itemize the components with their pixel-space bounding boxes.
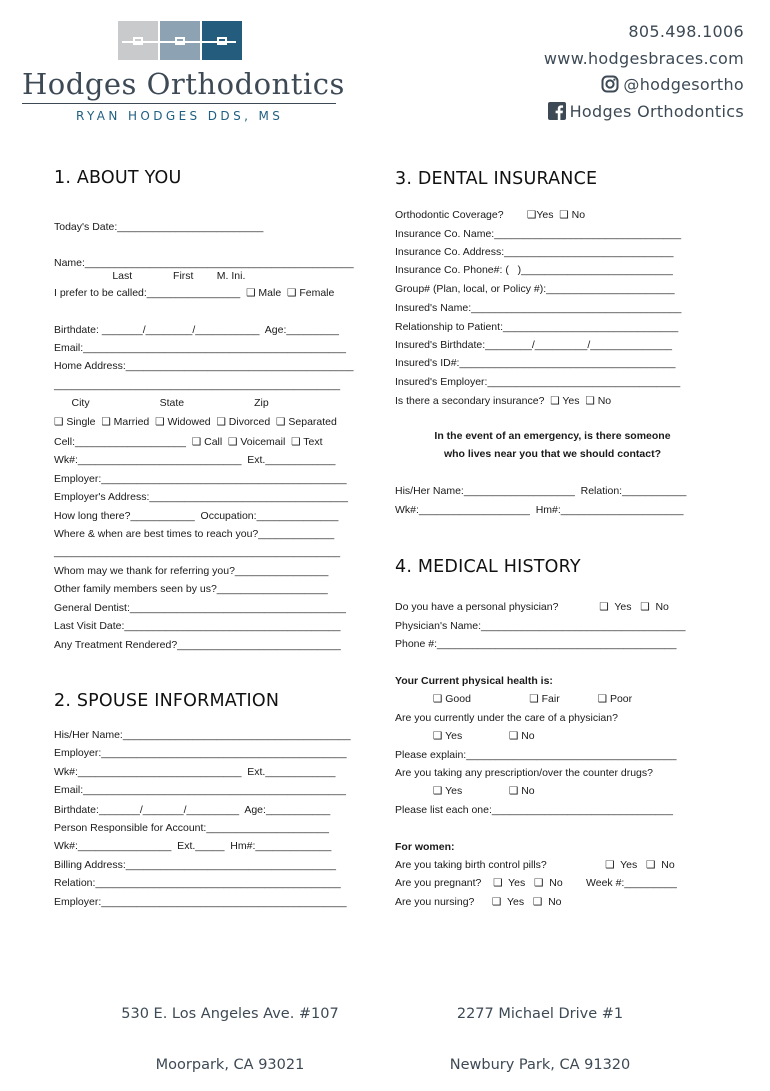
orthodontic-coverage-options[interactable]: Orthodontic Coverage? ❑Yes ❑ No bbox=[395, 209, 586, 221]
address-subfields-label: City State Zip bbox=[54, 397, 269, 409]
section-spouse-title: 2. SPOUSE INFORMATION bbox=[54, 691, 280, 711]
emergency-prompt-line-2: who lives near you that we should contact? bbox=[443, 448, 662, 460]
emergency-phone-field[interactable]: Wk#:___________________ Hm#:_____________________ bbox=[395, 504, 684, 516]
todays-date-field[interactable]: Today's Date:_________________________ bbox=[54, 221, 264, 233]
cell-contact-field[interactable]: Cell:___________________ ❑ Call ❑ Voicemail ❑ Text bbox=[54, 436, 323, 448]
work-phone-field[interactable]: Wk#:____________________________ Ext.____________ bbox=[54, 454, 336, 466]
section-about-title: 1. ABOUT YOU bbox=[54, 168, 182, 188]
insurance-address-field[interactable]: Insurance Co. Address:_____________________________ bbox=[395, 246, 674, 258]
pregnant-options[interactable]: Are you pregnant? ❑ Yes ❑ No Week #:_________ bbox=[395, 877, 677, 889]
instagram-label: @hodgesortho bbox=[623, 75, 744, 94]
facebook-icon bbox=[548, 102, 566, 120]
section-medical-title: 4. MEDICAL HISTORY bbox=[395, 557, 581, 577]
emergency-prompt-line-1: In the event of an emergency, is there someone bbox=[434, 430, 671, 442]
relation-field[interactable]: Relation:__________________________________________ bbox=[54, 877, 341, 889]
insurance-name-field[interactable]: Insurance Co. Name:________________________________ bbox=[395, 228, 682, 240]
responsible-phone-field[interactable]: Wk#:________________ Ext._____ Hm#:_____________ bbox=[54, 840, 332, 852]
employer-field[interactable]: Employer:__________________________________________ bbox=[54, 473, 347, 485]
responsible-person-field[interactable]: Person Responsible for Account:_____________________ bbox=[54, 822, 329, 834]
drug-list-field[interactable]: Please list each one:_______________________________ bbox=[395, 804, 673, 816]
spouse-birthdate-field[interactable]: Birthdate:_______/_______/_________ Age:___________ bbox=[54, 804, 331, 816]
email-field[interactable]: Email:_____________________________________________ bbox=[54, 342, 346, 354]
physician-name-field[interactable]: Physician's Name:___________________________________ bbox=[395, 620, 686, 632]
birth-control-options[interactable]: Are you taking birth control pills? ❑ Yes ❑ No bbox=[395, 859, 675, 871]
nursing-options[interactable]: Are you nursing? ❑ Yes ❑ No bbox=[395, 896, 562, 908]
logo-link-3 bbox=[217, 37, 227, 45]
best-contact-time-field[interactable]: Where & when are best times to reach you?_____________ bbox=[54, 528, 335, 540]
home-address-field[interactable]: Home Address:_______________________________________ bbox=[54, 360, 354, 372]
employer-address-field[interactable]: Employer's Address:__________________________________ bbox=[54, 491, 348, 503]
spouse-work-phone-field[interactable]: Wk#:____________________________ Ext.____________ bbox=[54, 766, 336, 778]
phone-number: 805.498.1006 bbox=[628, 22, 744, 41]
explain-field[interactable]: Please explain:____________________________________ bbox=[395, 749, 677, 761]
preferred-name-field[interactable]: I prefer to be called:________________ ❑ Male ❑ Female bbox=[54, 287, 335, 299]
name-subfields-label: Last First M. Ini. bbox=[54, 270, 246, 282]
instagram-icon bbox=[601, 75, 619, 93]
insured-employer-field[interactable]: Insured's Employer:_________________________________ bbox=[395, 376, 681, 388]
footer-right-line-1: 2277 Michael Drive #1 bbox=[456, 1006, 624, 1022]
insured-id-field[interactable]: Insured's ID#:_____________________________________ bbox=[395, 357, 676, 369]
billing-address-field[interactable]: Billing Address:____________________________________ bbox=[54, 859, 337, 871]
logo-link-1 bbox=[133, 37, 143, 45]
physician-care-options[interactable]: ❑ Yes ❑ No bbox=[395, 730, 535, 742]
footer-left-line-1: 530 E. Los Angeles Ave. #107 bbox=[121, 1006, 339, 1022]
physician-care-question: Are you currently under the care of a physician? bbox=[395, 712, 618, 724]
footer-right-line-2: Newbury Park, CA 91320 bbox=[449, 1057, 631, 1073]
spouse-employer-field[interactable]: Employer:__________________________________________ bbox=[54, 747, 347, 759]
group-number-field[interactable]: Group# (Plan, local, or Policy #):______________________ bbox=[395, 283, 675, 295]
website-link[interactable]: www.hodgesbraces.com bbox=[543, 49, 744, 68]
best-contact-time-line-2[interactable]: _________________________________________________ bbox=[54, 546, 341, 558]
responsible-employer-field[interactable]: Employer:__________________________________________ bbox=[54, 896, 347, 908]
facebook-page[interactable] bbox=[548, 102, 744, 121]
spouse-name-field[interactable]: His/Her Name:_______________________________________ bbox=[54, 729, 351, 741]
marital-status-options[interactable]: ❑ Single ❑ Married ❑ Widowed ❑ Divorced ❑ Separated bbox=[54, 416, 337, 428]
drugs-question: Are you taking any prescription/over the counter drugs? bbox=[395, 767, 653, 779]
spouse-email-field[interactable]: Email:_____________________________________________ bbox=[54, 784, 346, 796]
referral-field[interactable]: Whom may we thank for referring you?________________ bbox=[54, 565, 329, 577]
home-address-line-2[interactable]: _________________________________________________ bbox=[54, 379, 341, 391]
tenure-occupation-field[interactable]: How long there?___________ Occupation:______________ bbox=[54, 510, 339, 522]
logo-link-2 bbox=[175, 37, 185, 45]
brand-rule bbox=[22, 103, 336, 104]
relationship-field[interactable]: Relationship to Patient:______________________________ bbox=[395, 321, 679, 333]
personal-physician-options[interactable]: Do you have a personal physician? ❑ Yes ❑ No bbox=[395, 601, 669, 613]
family-members-field[interactable]: Other family members seen by us?___________________ bbox=[54, 583, 328, 595]
health-heading: Your Current physical health is: bbox=[395, 675, 553, 687]
insured-birthdate-field[interactable]: Insured's Birthdate:________/_________/______________ bbox=[395, 339, 672, 351]
brand-name: Hodges Orthodontics bbox=[22, 67, 345, 101]
health-options[interactable]: ❑ Good ❑ Fair ❑ Poor bbox=[395, 693, 633, 705]
insured-name-field[interactable]: Insured's Name:____________________________________ bbox=[395, 302, 682, 314]
drugs-options[interactable]: ❑ Yes ❑ No bbox=[395, 785, 535, 797]
instagram-handle[interactable] bbox=[601, 75, 744, 94]
insurance-phone-field[interactable]: Insurance Co. Phone#: ( )__________________________ bbox=[395, 264, 673, 276]
brand-subtitle: RYAN HODGES DDS, MS bbox=[76, 109, 284, 123]
general-dentist-field[interactable]: General Dentist:_____________________________________ bbox=[54, 602, 346, 614]
footer-address-newbury-park bbox=[430, 972, 650, 1091]
footer-address-moorpark bbox=[120, 972, 340, 1091]
footer-left-line-2: Moorpark, CA 93021 bbox=[155, 1057, 305, 1073]
birthdate-age-field[interactable]: Birthdate: _______/________/___________ Age:_________ bbox=[54, 324, 339, 336]
facebook-label: Hodges Orthodontics bbox=[569, 102, 744, 121]
secondary-insurance-options[interactable]: Is there a secondary insurance? ❑ Yes ❑ No bbox=[395, 395, 612, 407]
emergency-name-relation-field[interactable]: His/Her Name:___________________ Relation:___________ bbox=[395, 485, 687, 497]
name-field[interactable]: Name:______________________________________________ bbox=[54, 257, 354, 269]
women-heading: For women: bbox=[395, 841, 455, 853]
treatment-rendered-field[interactable]: Any Treatment Rendered?____________________________ bbox=[54, 639, 341, 651]
section-insurance-title: 3. DENTAL INSURANCE bbox=[395, 169, 598, 189]
physician-phone-field[interactable]: Phone #:_________________________________________ bbox=[395, 638, 677, 650]
last-visit-date-field[interactable]: Last Visit Date:_____________________________________ bbox=[54, 620, 341, 632]
